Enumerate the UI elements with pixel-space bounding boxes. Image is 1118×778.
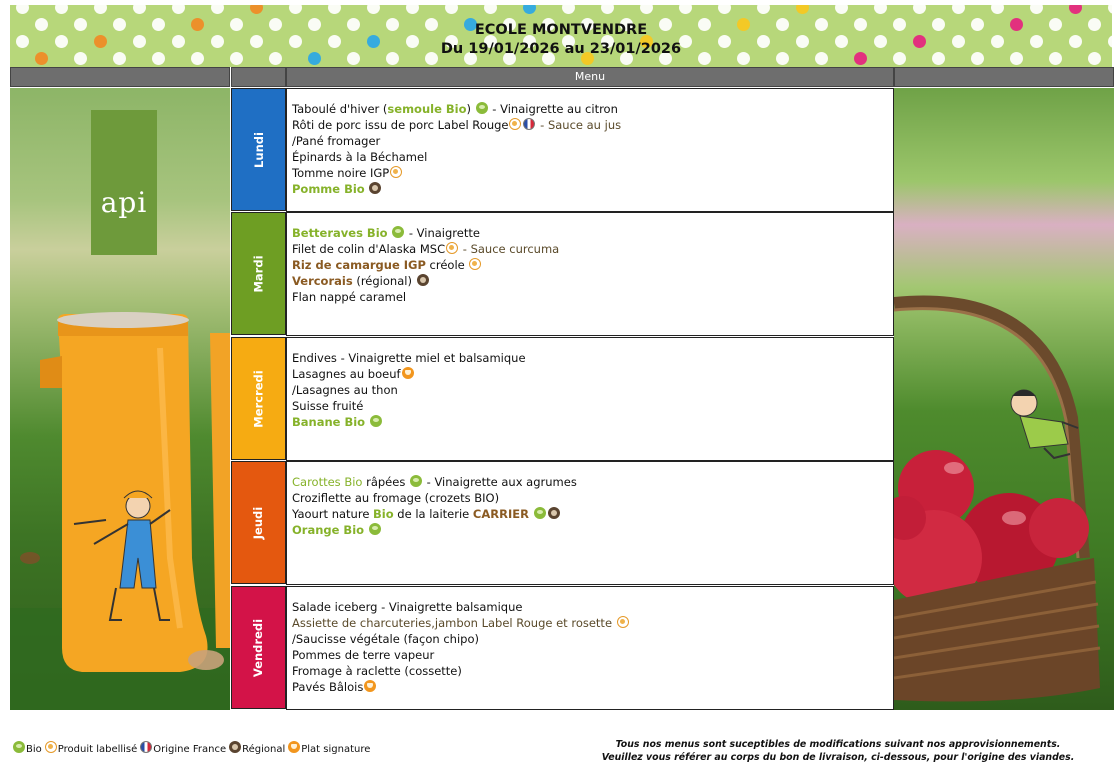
menu-text: Filet de colin d'Alaska MSC (292, 242, 446, 256)
menu-text: Endives - Vinaigrette miel et balsamique (292, 351, 526, 365)
menu-text: Bio (373, 507, 394, 521)
footer-note-line2: Veuillez vous référer au corps du bon de livraison, ci-dessous, pour l'origine des viandes. (601, 752, 1075, 763)
header-title (10, 21, 1112, 59)
label-seal-icon (390, 166, 402, 178)
menu-text: Tomme noire IGP (292, 166, 390, 180)
menu-text: Banane Bio (292, 415, 366, 429)
day-name: Lundi (251, 131, 266, 168)
menu-item (292, 647, 893, 663)
regional-icon (417, 274, 429, 286)
polka-dot (16, 5, 29, 14)
menu-column-header: Menu (286, 67, 894, 87)
menu-item (292, 225, 893, 241)
menu-item (292, 663, 893, 679)
bio-leaf-icon (410, 475, 422, 487)
polka-dot (757, 5, 770, 14)
menu-text: /Saucisse végétale (façon chipo) (292, 632, 479, 646)
menu-item (292, 382, 893, 398)
legend-label: Plat signature (301, 744, 371, 755)
menu-item (292, 165, 893, 181)
day-label-lundi (231, 88, 286, 211)
menu-text: - Vinaigrette au citron (488, 102, 618, 116)
polka-dot (55, 5, 68, 14)
menu-text: Riz de camargue IGP (292, 258, 426, 272)
day-name: Mardi (251, 254, 266, 293)
school-name: ECOLE MONTVENDRE (474, 22, 648, 38)
signature-dish-icon (402, 367, 414, 379)
polka-dot (679, 5, 692, 14)
polka-dot (835, 5, 848, 14)
menu-item (292, 615, 893, 631)
menu-text: /Pané fromager (292, 134, 381, 148)
menu-text: Yaourt nature (292, 507, 374, 521)
menu-mardi (286, 212, 894, 336)
day-label-vendredi (231, 586, 286, 709)
menu-text: Rôti de porc issu de porc Label Rouge (292, 118, 509, 132)
menu-item (292, 506, 893, 522)
footer-note-line1: Tous nos menus sont suceptibles de modifications suivant nos approvisionnements. (615, 739, 1061, 750)
menu-text: râpées (362, 475, 409, 489)
menu-item (292, 273, 893, 289)
legend-label: Origine France (153, 744, 227, 755)
day-label-mardi (231, 212, 286, 335)
footer-note (598, 738, 1078, 764)
legend-label: Régional (242, 744, 286, 755)
france-flag-icon (140, 741, 152, 753)
menu-text (365, 182, 369, 196)
day-label-jeudi (231, 461, 286, 584)
polka-dot (1108, 5, 1112, 14)
menu-text: Flan nappé caramel (292, 290, 407, 304)
polka-dot (640, 5, 653, 14)
polka-dot (406, 5, 419, 14)
bio-leaf-icon (476, 102, 488, 114)
polka-dot (289, 5, 302, 14)
legend-label: Bio (26, 744, 42, 755)
france-flag-icon (523, 118, 535, 130)
menu-text: Betteraves Bio (292, 226, 388, 240)
menu-text: Épinards à la Béchamel (292, 150, 428, 164)
menu-item (292, 522, 893, 538)
menu-text: créole (425, 258, 469, 272)
menu-item (292, 414, 893, 430)
menu-text: - Vinaigrette (405, 226, 480, 240)
menu-text: - Sauce au jus (536, 118, 622, 132)
menu-item (292, 474, 893, 490)
header-bar-right (894, 67, 1114, 87)
photo-boots (10, 88, 230, 710)
menu-text: - Sauce curcuma (459, 242, 560, 256)
label-seal-icon (469, 258, 481, 270)
menu-text (388, 226, 392, 240)
label-seal-icon (509, 118, 521, 130)
menu-text: Croziflette au fromage (crozets BIO) (292, 491, 500, 505)
menu-item (292, 257, 893, 273)
polka-dot (1069, 5, 1082, 14)
legend-label: Produit labellisé (57, 744, 138, 755)
legend-item-signature (287, 744, 370, 755)
menu-jeudi (286, 461, 894, 585)
date-range: Du 19/01/2026 au 23/01/2026 (440, 41, 682, 57)
menu-text: Lasagnes au boeuf (292, 367, 401, 381)
polka-dot (601, 5, 614, 14)
api-logo (91, 110, 157, 255)
polka-dot (172, 5, 185, 14)
polka-dot (874, 5, 887, 14)
legend-item-regional (228, 744, 285, 755)
signature-dish-icon (364, 680, 376, 692)
photo-apple-basket (894, 88, 1114, 710)
polka-dot (913, 5, 926, 14)
menu-text: semoule Bio (387, 102, 467, 116)
polka-dot (250, 5, 263, 14)
header-bar-day (231, 67, 286, 87)
bio-leaf-icon (13, 741, 25, 753)
menu-item (292, 241, 893, 257)
menu-item (292, 149, 893, 165)
menu-text: Fromage à raclette (cossette) (292, 664, 462, 678)
day-name: Jeudi (251, 506, 266, 539)
bio-leaf-icon (392, 226, 404, 238)
menu-lundi (286, 88, 894, 212)
signature-dish-icon (288, 741, 300, 753)
apple-basket-illustration (894, 88, 1114, 710)
polka-dot (523, 5, 536, 14)
day-label-mercredi (231, 337, 286, 460)
menu-text: de la laiterie (393, 507, 473, 521)
menu-text: ) (466, 102, 475, 116)
polka-dot (562, 5, 575, 14)
menu-text: Orange Bio (292, 523, 365, 537)
menu-item (292, 289, 893, 305)
legend-item-bio (12, 744, 42, 755)
menu-text (529, 507, 533, 521)
menu-text: Vercorais (292, 274, 353, 288)
menu-text: Salade iceberg - Vinaigrette balsamique (292, 600, 523, 614)
menu-text: Pomme Bio (292, 182, 365, 196)
label-seal-icon (45, 741, 57, 753)
menu-text (364, 523, 368, 537)
bio-leaf-icon (534, 507, 546, 519)
regional-icon (369, 182, 381, 194)
polka-dot (1030, 5, 1043, 14)
legend-item-france (139, 744, 226, 755)
polka-dot (445, 5, 458, 14)
menu-text: Pavés Bâlois (292, 680, 364, 694)
menu-item (292, 350, 893, 366)
polka-dot (991, 5, 1004, 14)
menu-text: Taboulé d'hiver ( (292, 102, 388, 116)
icon-legend (12, 741, 372, 755)
polka-dot (94, 5, 107, 14)
day-name: Vendredi (251, 618, 266, 677)
menu-text: Suisse fruité (292, 399, 364, 413)
polka-dot (952, 5, 965, 14)
polka-dot (484, 5, 497, 14)
menu-item (292, 133, 893, 149)
day-name: Mercredi (251, 369, 266, 428)
menu-item (292, 490, 893, 506)
menu-item (292, 599, 893, 615)
polka-dot (211, 5, 224, 14)
menu-text: CARRIER (472, 507, 529, 521)
bio-leaf-icon (370, 415, 382, 427)
menu-text: (régional) (352, 274, 416, 288)
legend-item-label (44, 744, 138, 755)
menu-item (292, 101, 893, 117)
polka-dot (133, 5, 146, 14)
regional-icon (548, 507, 560, 519)
menu-item (292, 679, 893, 695)
menu-text: - Vinaigrette aux agrumes (422, 475, 577, 489)
header-banner (10, 5, 1112, 67)
bio-leaf-icon (369, 523, 381, 535)
menu-text: /Lasagnes au thon (292, 383, 398, 397)
menu-item (292, 631, 893, 647)
polka-dot (328, 5, 341, 14)
api-logo-text: api (100, 186, 148, 219)
label-seal-icon (617, 616, 629, 628)
polka-dot (718, 5, 731, 14)
regional-icon (229, 741, 241, 753)
menu-item (292, 398, 893, 414)
polka-dot (367, 5, 380, 14)
label-seal-icon (446, 242, 458, 254)
header-bar-left (10, 67, 230, 87)
menu-text: Carottes Bio (292, 475, 363, 489)
menu-vendredi (286, 586, 894, 710)
menu-item (292, 366, 893, 382)
menu-text: Pommes de terre vapeur (292, 648, 435, 662)
menu-item (292, 117, 893, 133)
menu-text (365, 415, 369, 429)
menu-mercredi (286, 337, 894, 461)
menu-item (292, 181, 893, 197)
menu-text: Assiette de charcuteries,jambon Label Rouge et rosette (292, 616, 616, 630)
polka-dot (796, 5, 809, 14)
